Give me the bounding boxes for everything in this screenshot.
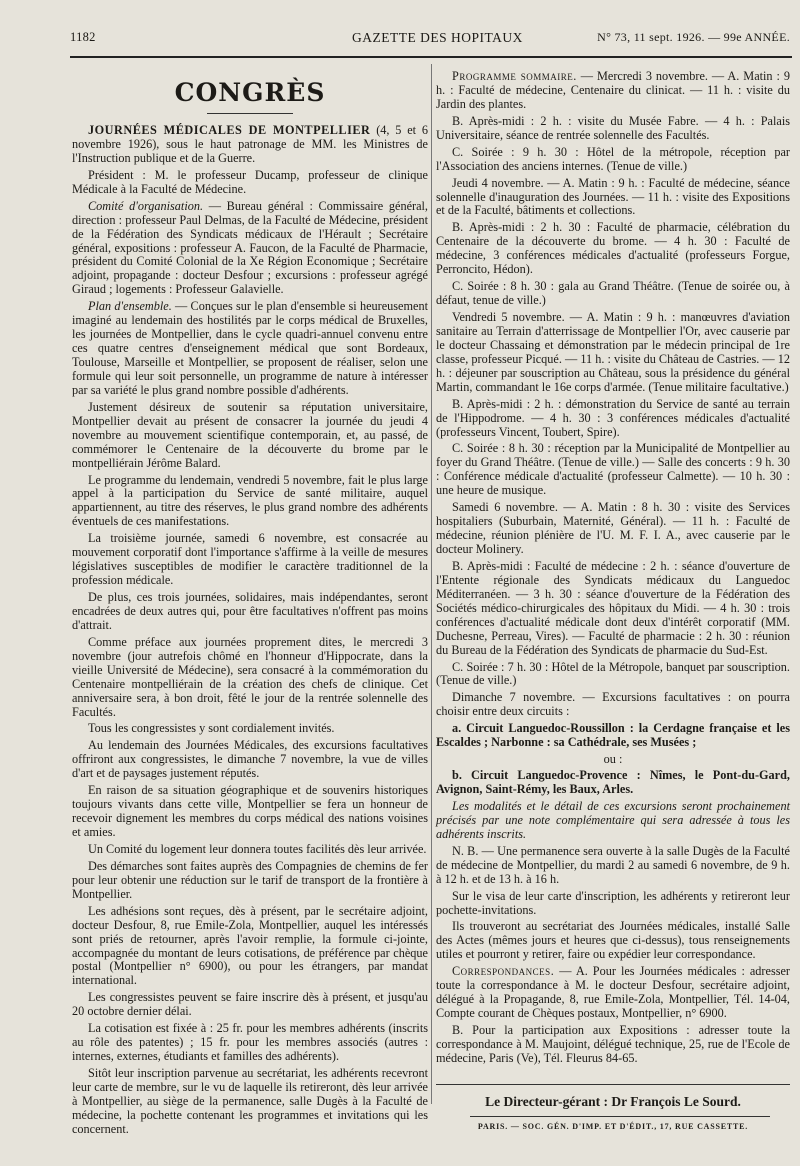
program-paragraph: C. Soirée : 8 h. 30 : réception par la Municipalité de Montpellier au foyer du Grand Théâtre. (Tenue de ville.) — Salle des concerts : 9 h. 30 : Conférence médicale d'actualité (professeur Calmette). — 10 h. 30 : une heure de musique. bbox=[436, 441, 790, 498]
committee-paragraph: Comité d'organisation. — Bureau général : Commissaire général, direction : professeur Paul Delmas, de la Faculté de Médecine, président de la Fédération des Syndicats médicaux de l'Hérault ; Secrétaire général, expositions : professeur A. Faucon, de la Faculté de Pharmacie, président du Comité Colonial de la Xe Région Economique ; Secrétaire adjoint, propagande : docteur Desfour ; excursions : professeur agrégé Giraud ; logements : Professeur Galavielle. bbox=[72, 198, 428, 297]
program-paragraph: Jeudi 4 novembre. — A. Matin : 9 h. : Faculté de médecine, séance solennelle d'inauguration des Journées. — 11 h. : visite des Expositions et de la Faculté, bâtiments et collections. bbox=[436, 175, 790, 218]
correspondence-label: Correspondances. bbox=[452, 964, 555, 979]
body-paragraph: La troisième journée, samedi 6 novembre, est consacrée au mouvement corporatif dont l'importance s'affirme à la veille de mesures législatives susceptibles de modifier le caractère traditionnel de la profession médicale. bbox=[72, 531, 428, 588]
section-heading: CONGRÈS bbox=[174, 78, 326, 107]
president-paragraph: Président : M. le professeur Ducamp, professeur de clinique Médicale à la Faculté de Médecine. bbox=[72, 167, 428, 196]
body-paragraph: Sitôt leur inscription parvenue au secrétariat, les adhérents recevront leur carte de membre, sur le vu de laquelle ils retireront, dès leur arrivée à Montpellier, au siège de la permanence, salle Dugès à la Faculté de médecine, la pochette contenant les programmes et invitations qui les concernent. bbox=[72, 1066, 428, 1136]
plan-label: Plan d'ensemble. bbox=[88, 299, 172, 314]
body-paragraph: Sur le visa de leur carte d'inscription, les adhérents y retireront leur pochette-invitations. bbox=[436, 888, 790, 917]
circuit-a: a. Circuit Languedoc-Roussillon : la Cerdagne française et les Escaldes ; Narbonne : sa Cathédrale, ses Musées ; bbox=[436, 721, 790, 750]
journal-title: GAZETTE DES HOPITAUX bbox=[352, 30, 523, 45]
event-name: JOURNÉES MÉDICALES DE MONTPELLIER bbox=[88, 123, 371, 137]
plan-paragraph: Plan d'ensemble. — Conçues sur le plan d'ensemble si heureusement imaginé au lendemain des hostilités par le corps médical de Bruxelles, les journées de Montpellier, dans le cycle quadri-annuel convenu entre ces quatre centres d'enseignement médical que sont Bordeaux, Toulouse, Marseille et Montpellier, se proposent de réaliser, selon une formule qui leur soit personnelle, un programme de nature à intéresser par sa variété le plus grand nombre possible d'adhérents. bbox=[72, 299, 428, 397]
footer-rule bbox=[470, 1116, 770, 1117]
body-paragraph: Un Comité du logement leur donnera toutes facilités dès leur arrivée. bbox=[88, 841, 427, 856]
program-paragraph: Vendredi 5 novembre. — A. Matin : 9 h. : manœuvres d'aviation sanitaire au Terrain d'atterrissage de Montpellier l'Or, avec causerie par le docteur Chassaing et démonstration par le médecin principal de 1re classe, professeur Picqué. — 11 h. : visite du Château de Castries. — 12 h. : déjeuner par souscription au Château, sous la présidence du général Martin, commandant le 16e corps d'armée. (Tenue militaire facultative.) bbox=[436, 310, 790, 394]
body-paragraph: Au lendemain des Journées Médicales, des excursions facultatives offriront aux congressistes, le dimanche 7 novembre, la vue de villes d'art et de paysages justement réputés. bbox=[72, 738, 428, 781]
body-paragraph: Le programme du lendemain, vendredi 5 novembre, fait le plus large appel à la participation du Service de santé militaire, auquel appartiennent, au titre des réserves, le plus grand nombre des adhérents éventuels de ces manifestations. bbox=[72, 472, 428, 529]
committee-label: Comité d'organisation. bbox=[88, 198, 204, 213]
body-paragraph: Tous les congressistes y sont cordialement invités. bbox=[88, 721, 335, 736]
body-paragraph: Comme préface aux journées proprement dites, le mercredi 3 novembre (jour autrefois chômé en l'honneur d'Hippocrate, dans la vieille Université de Médecine), sera consacré à la commémoration du Centenaire montpelliérain de la création des chefs de clinique. Cet anniversaire sera, à bon droit, fêté le jour de la rentrée solennelle des Facultés. bbox=[72, 634, 428, 719]
program-paragraph: Programme sommaire. — Mercredi 3 novembre. — A. Matin : 9 h. : Faculté de médecine, Centenaire du clinicat. — 11 h. : visite du Jardin des plantes. bbox=[436, 69, 790, 111]
program-paragraph: C. Soirée : 8 h. 30 : gala au Grand Théâtre. (Tenue de soirée ou, à défaut, tenue de ville.) bbox=[436, 279, 790, 308]
program-paragraph: B. Après-midi : 2 h. : visite du Musée Fabre. — 4 h. : Palais Universitaire, séance de rentrée solennelle des Facultés. bbox=[436, 113, 790, 142]
body-paragraph: B. Pour la participation aux Expositions : adresser toute la correspondance à M. Maujoint, délégué technique, 25, rue de l'Ecole de médecine, Paris (Ve), Tél. Fleurus 84-65. bbox=[436, 1023, 790, 1065]
right-column bbox=[436, 70, 790, 1069]
director-line: Le Directeur-gérant : Dr François Le Sourd. bbox=[485, 1094, 741, 1109]
footer-rule bbox=[436, 1084, 790, 1085]
header-rule bbox=[70, 56, 792, 58]
body-paragraph: Ils trouveront au secrétariat des Journées médicales, installé Salle des Actes (mêmes jours et heures que ci-dessus), tous renseignements utiles et pourront y retirer, faire ou expédier leur correspondance. bbox=[436, 919, 790, 962]
program-paragraph: B. Après-midi : 2 h. 30 : Faculté de pharmacie, célébration du Centenaire de la découverte du brome. — 4 h. 30 : Faculté de médecine, 3 conférences médicales d'actualité (professeurs Forgue, Perroncito, Hédon). bbox=[436, 220, 790, 277]
page-header bbox=[70, 28, 790, 50]
heading-rule bbox=[207, 113, 293, 114]
intro-paragraph: JOURNÉES MÉDICALES DE MONTPELLIER (4, 5 et 6 novembre 1926), sous le haut patronage de MM. les Ministres de l'Instruction publique et de la Guerre. bbox=[72, 123, 428, 165]
correspondence-paragraph: Correspondances. — A. Pour les Journées médicales : adresser toute la correspondance à M. le docteur Desfour, secrétaire adjoint, délégué à la Propagande, 8, rue Emile-Zola, Montpellier, Tél. 14-04, Compte courant de Chèques postaux, Montpellier, n° 6900. bbox=[436, 964, 790, 1021]
body-paragraph: Les adhésions sont reçues, dès à présent, par le secrétaire adjoint, docteur Desfour, 8, rue Emile-Zola, Montpellier, auquel les intéressés sont priés de retourner, après l'avoir remplie, la formule ci-jointe, accompagnée du montant de leurs cotisations, de préférence par chèque postal (Montpellier n° 6900), ou pour les étrangers, par mandat international. bbox=[72, 903, 428, 988]
program-label: Programme sommaire. bbox=[452, 69, 577, 83]
excursion-note: Les modalités et le détail de ces excursions seront prochainement précisés par une note complémentaire qui sera adressée à tous les adhérents inscrits. bbox=[436, 798, 790, 841]
or-separator: ou : bbox=[603, 752, 623, 767]
left-column bbox=[72, 70, 428, 1140]
body-paragraph: En raison de sa situation géographique et de souvenirs historiques toujours vivants dans cette ville, Montpellier se fera un honneur de recevoir dignement les membres du corps médical des nations voisines et amies. bbox=[72, 783, 428, 839]
body-paragraph: De plus, ces trois journées, solidaires, mais indépendantes, seront encadrées de deux autres qui, pour être facultatives n'offrent pas moins d'attrait. bbox=[72, 590, 428, 632]
program-paragraph: C. Soirée : 7 h. 30 : Hôtel de la Métropole, banquet par souscription. (Tenue de ville.) bbox=[436, 659, 790, 688]
page-number: 1182 bbox=[70, 30, 96, 44]
printer-line: PARIS. — SOC. GÉN. D'IMP. ET D'ÉDIT., 17, RUE CASSETTE. bbox=[477, 1122, 749, 1131]
column-divider bbox=[431, 64, 432, 1104]
body-paragraph: N. B. — Une permanence sera ouverte à la salle Dugès de la Faculté de médecine de Montpellier, du mardi 2 au samedi 6 novembre, de 9 h. à 12 h. et de 13 h. à 16 h. bbox=[436, 843, 790, 886]
program-paragraph: Samedi 6 novembre. — A. Matin : 8 h. 30 : visite des Services hospitaliers (Suburbain, Maternité, Général). — 11 h. : Faculté de médecine, réunion plénière de l'U. M. F. I. A., avec causerie par le docteur Molinery. bbox=[436, 500, 790, 556]
circuit-b: b. Circuit Languedoc-Provence : Nîmes, le Pont-du-Gard, Avignon, Saint-Rémy, les Baux, Arles. bbox=[436, 768, 790, 796]
program-paragraph: C. Soirée : 9 h. 30 : Hôtel de la métropole, réception par l'Association des anciens internes. (Tenue de ville.) bbox=[436, 144, 790, 173]
body-paragraph: Des démarches sont faites auprès des Compagnies de chemins de fer pour leur obtenir une réduction sur le tarif de transport de la frontière à Montpellier. bbox=[72, 858, 428, 901]
body-paragraph: Les congressistes peuvent se faire inscrire dès à présent, et jusqu'au 20 octobre dernier délai. bbox=[72, 990, 428, 1019]
program-paragraph: B. Après-midi : 2 h. : démonstration du Service de santé au terrain de l'Hippodrome. — 4 h. 30 : 3 conférences médicales d'actualité (professeurs Vincent, Toubert, Spire). bbox=[436, 396, 790, 439]
program-paragraph: B. Après-midi : Faculté de médecine : 2 h. : séance d'ouverture de l'Entente régionale des Syndicats médicaux du Languedoc Méditerranéen. — 3 h. 30 : séance d'ouverture de la Fédération des Sociétés médico-chirurgicales des hôpitaux du Midi. — 4 h. 30 : trois conférences d'actualité médicale dont deux d'intérêt corporatif (MM. Duchesne, Perreau, Vires). — Faculté de pharmacie : 2 h. 30 : réunion du Bureau de la Fédération des Syndicats de pharmacie du Sud-Est. bbox=[436, 558, 790, 657]
body-paragraph: Justement désireux de soutenir sa réputation universitaire, Montpellier devait au présent de consacrer la journée du jeudi 4 novembre au mouvement scientifique contemporain, et, au passé, de commémorer le Centenaire de la découverte du brome par le montpelliérain Jérôme Balard. bbox=[72, 399, 428, 470]
program-paragraph: Dimanche 7 novembre. — Excursions facultatives : on pourra choisir entre deux circuits : bbox=[436, 690, 790, 719]
body-paragraph: La cotisation est fixée à : 25 fr. pour les membres adhérents (inscrits au rôle des patentes) ; 15 fr. pour les membres associés (autres : internes, externes, étudiants et familles des adhérents). bbox=[72, 1021, 428, 1064]
issue-info: N° 73, 11 sept. 1926. — 99e ANNÉE. bbox=[597, 30, 790, 44]
